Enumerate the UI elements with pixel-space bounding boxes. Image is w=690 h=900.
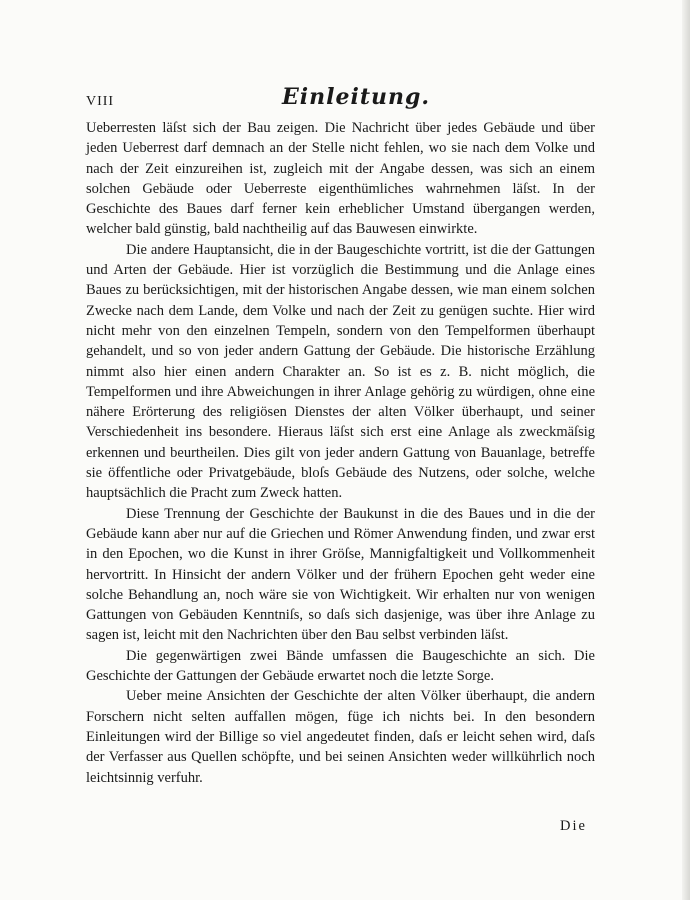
- paragraph-continuation: Ueberresten läſst sich der Bau zeigen. Die Nachricht über jedes Gebäude und über jeden Ueberrest darf demnach an der Stelle nicht fehlen, wo sie nach dem Volke und nach der Zeit einzureihen ist, zugleich mit der Angabe dessen, was sich an einem solchen Gebäude oder Ueberreste eigenthümliches wahrnehmen läſst. In der Geschichte des Baues darf ferner kein erheblicher Umstand übergangen werden, welcher bald günstig, bald nachtheilig auf das Bauwesen einwirkte.: [86, 120, 595, 238]
- paragraph-baende: Die gegenwärtigen zwei Bände umfassen die Baugeschichte an sich. Die Geschichte der Gattungen der Gebäude erwartet noch die letzte Sorge.: [86, 647, 595, 685]
- page-header: [86, 84, 606, 114]
- catchword: Die: [560, 818, 587, 834]
- paragraph-trennung: Diese Trennung der Geschichte der Baukunst in die des Baues und in die der Gebäude kann aber nur auf die Griechen und Römer Anwendung finden, und zwar erst in den Epochen, wo die Kunst in ihrer Gröſse, Mannigfaltigkeit und Vollkommenheit hervortritt. In Hinsicht der andern Völker und der frühern Epochen geht weder eine solche Behandlung an, noch wäre sie von Wichtigkeit. Wir erhalten nur von wenigen Gattungen von Gebäuden Kenntniſs, so daſs sich dasjenige, was über ihre Anlage zu sagen ist, leicht mit den Nachrichten über den Bau selbst verbinden läſst.: [86, 505, 595, 644]
- page-number: VIII: [86, 94, 115, 109]
- page-edge-shadow: [682, 0, 690, 900]
- body-text: [86, 118, 595, 788]
- paragraph-hauptansicht: Die andere Hauptansicht, die in der Baugeschichte vortritt, ist die der Gattungen und Arten der Gebäude. Hier ist vorzüglich die Bestimmung und die Anlage eines Baues zu berücksichtigen, mit der historischen Angabe dessen, wie man einem solchen Zwecke nach dem Lande, dem Volke und nach der Zeit zu genügen suchte. Hier wird nicht mehr von den einzelnen Tempeln, sondern von den Tempelformen überhaupt gehandelt, und so von jeder andern Gattung der Gebäude. Die historische Erzählung nimmt also hier einen andern Charakter an. So ist es z. B. nicht möglich, die Tempelformen und ihre Abweichungen in ihrer Anlage gehörig zu würdigen, ohne eine nähere Erörterung des religiösen Dienstes der alten Völker überhaupt, und seiner Verschiedenheit ins besondere. Hieraus läſst sich erst eine Anlage als zweckmäſsig erkennen und beurtheilen. Dies gilt von jeder andern Gattung von Bauanlage, betreffe sie öffentliche oder Privatgebäude, bloſs Gebäude des Nutzens, oder solche, welche hauptsächlich die Pracht zum Zweck hatten.: [86, 241, 595, 502]
- running-title: Einleitung.: [282, 84, 431, 110]
- paragraph-ansichten: Ueber meine Ansichten der Geschichte der alten Völker überhaupt, die andern Forschern nicht selten auffallen mögen, füge ich nichts bei. In den besondern Einleitungen wird der Billige so viel angedeutet finden, daſs er leicht sehen wird, daſs der Verfasser aus Quellen schöpfte, und bei seinen Ansichten weder willkührlich noch leichtsinnig verfuhr.: [86, 688, 595, 786]
